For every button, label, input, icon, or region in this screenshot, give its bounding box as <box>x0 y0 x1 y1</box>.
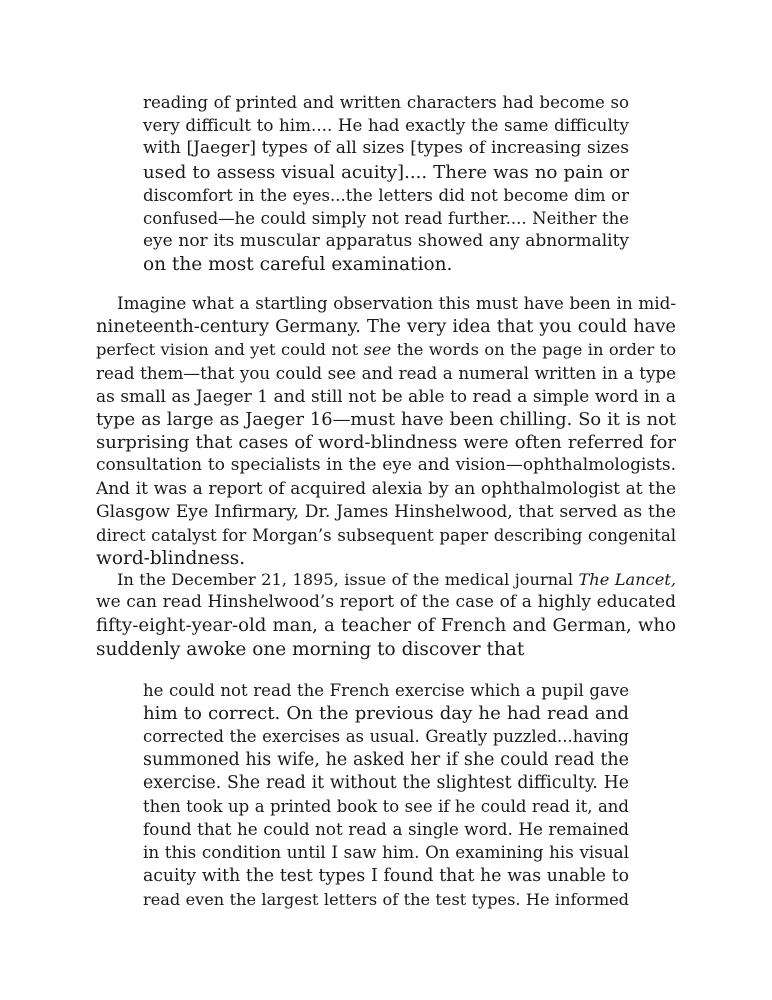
quote-line: eye nor its muscular apparatus showed any abnormality <box>143 231 629 252</box>
block-quote-2 <box>143 679 629 911</box>
para-line: suddenly awoke one morning to discover that <box>96 638 525 660</box>
emphasis-see: see <box>363 340 392 360</box>
para-line: surprising that cases of word-blindness were often referred for <box>96 432 676 454</box>
para-line: we can read Hinshelwood’s report of the case of a highly educated <box>96 592 676 613</box>
para-line: fifty-eight-year-old man, a teacher of French and German, who <box>96 615 676 637</box>
quote-line: then took up a printed book to see if he could read it, and <box>143 797 629 817</box>
para-line <box>96 338 676 361</box>
quote-line: in this condition until I saw him. On examining his visual <box>143 842 629 863</box>
quote-line: confused—he could simply not read further.... Neither the <box>143 209 629 229</box>
quote-line: acuity with the test types I found that he was unable to <box>143 865 629 886</box>
para-text: the words on the page in order to <box>396 340 677 360</box>
quote-line: exercise. She read it without the slightest difficulty. He <box>143 772 629 793</box>
para-line: direct catalyst for Morgan’s subsequent paper describing congenital <box>96 526 676 546</box>
block-quote-1 <box>143 91 629 277</box>
quote-line: discomfort in the eyes...the letters did not become dim or <box>143 185 629 205</box>
para-line: as small as Jaeger 1 and still not be able to read a simple word in a <box>96 385 676 406</box>
quote-line: read even the largest letters of the test types. He informed <box>143 889 629 909</box>
para-text: perfect vision and yet could not <box>96 340 359 360</box>
para-line: nineteenth-century Germany. The very idea that you could have <box>96 316 676 338</box>
quote-line: summoned his wife, he asked her if she could read the <box>143 749 629 770</box>
quote-line: used to assess visual acuity].... There was no pain or <box>143 161 629 183</box>
para-line: Imagine what a startling observation this must have been in mid- <box>117 293 676 313</box>
para-line: And it was a report of acquired alexia by an ophthalmologist at the <box>96 478 676 499</box>
para-line: consultation to specialists in the eye and vision—ophthalmologists. <box>96 455 676 476</box>
journal-title: The Lancet, <box>578 570 677 589</box>
quote-line: corrected the exercises as usual. Greatly puzzled...having <box>143 727 629 747</box>
para-line <box>96 568 676 591</box>
body-paragraph-1 <box>96 292 676 570</box>
para-line: type as large as Jaeger 16—must have been chilling. So it is not <box>96 409 676 431</box>
quote-line: found that he could not read a single word. He remained <box>143 819 629 840</box>
para-line: Glasgow Eye Infirmary, Dr. James Hinshelwood, that served as the <box>96 501 676 522</box>
quote-line: very difficult to him.... He had exactly the same difficulty <box>143 115 629 136</box>
para-line: read them—that you could see and read a numeral written in a type <box>96 362 676 383</box>
para-text: In the December 21, 1895, issue of the medical journal <box>117 570 574 589</box>
quote-line: with [Jaeger] types of all sizes [types of increasing sizes <box>143 138 629 159</box>
quote-line: reading of printed and written characters had become so <box>143 93 629 112</box>
quote-line: on the most careful examination. <box>143 254 453 276</box>
body-paragraph-2 <box>96 568 676 661</box>
para-line: word-blindness. <box>96 548 246 570</box>
quote-line: him to correct. On the previous day he had read and <box>143 703 629 725</box>
quote-line: he could not read the French exercise which a pupil gave <box>143 681 629 700</box>
